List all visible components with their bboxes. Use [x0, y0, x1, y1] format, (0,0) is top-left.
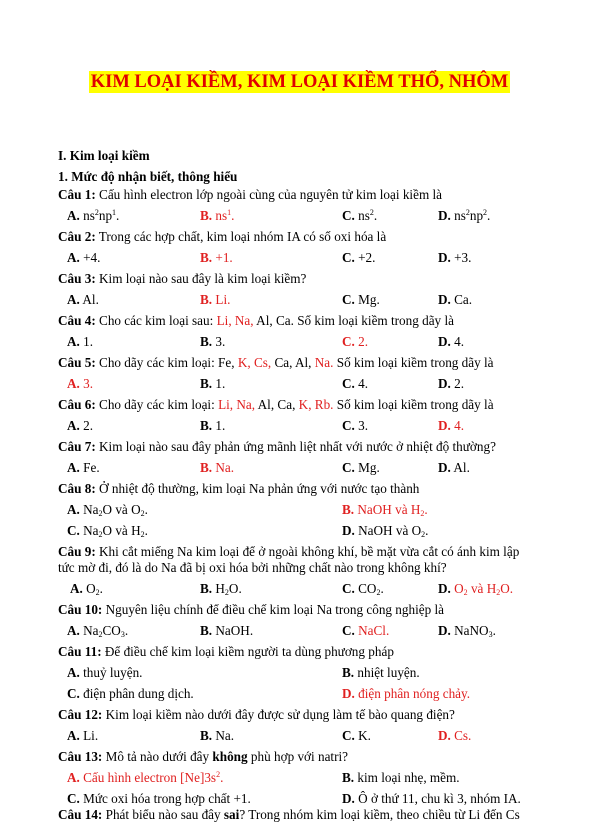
q2-option-c: C. +2.: [342, 250, 376, 265]
question-11: Câu 11: Để điều chế kim loại kiềm người ta dùng phương pháp: [58, 644, 394, 659]
question-3: Câu 3: Kim loại nào sau đây là kim loại kiềm?: [58, 271, 307, 286]
question-8: Câu 8: Ở nhiệt độ thường, kim loại Na phản ứng với nước tạo thành: [58, 481, 420, 496]
q2-option-a: A. +4.: [67, 250, 101, 265]
q12-option-b: B. Na.: [200, 728, 235, 743]
q6-option-c: C. 3.: [342, 418, 369, 433]
q7-option-a: A. Fe.: [67, 460, 100, 475]
q3-option-c: C. Mg.: [342, 292, 380, 307]
q5-option-d: D. 2.: [438, 376, 465, 391]
q7-option-b: B. Na.: [200, 460, 235, 475]
q5-option-c: C. 4.: [342, 376, 369, 391]
q9-option-d: D. $O_2$ và $H_2O$.: [438, 581, 514, 597]
q13-option-d: D. Ô ở thứ 11, chu kì 3, nhóm IA.: [342, 791, 521, 806]
q5-option-b: B. 1.: [200, 376, 226, 391]
question-2: Câu 2: Trong các hợp chất, kim loại nhóm IA có số oxi hóa là: [58, 229, 387, 244]
q3-option-b: B. Li.: [200, 292, 231, 307]
q1-option-b: B. $ns^1$.: [200, 208, 235, 223]
q11-option-a: A. thuỷ luyện.: [67, 665, 143, 680]
q5-option-a: A. 3.: [67, 376, 94, 391]
q13-option-b: B. kim loại nhẹ, mềm.: [342, 770, 460, 785]
q8-option-a: A. $Na_2O$ và $O_2$.: [67, 502, 148, 518]
question-9-continued: tức mờ đi, đó là do Na đã bị oxi hóa bởi những chất nào trong không khí?: [58, 560, 447, 575]
q13-option-c: C. Mức oxi hóa trong hợp chất +1.: [67, 791, 251, 806]
q6-option-a: A. 2.: [67, 418, 94, 433]
q4-option-b: B. 3.: [200, 334, 226, 349]
question-1: Câu 1: Cấu hình electron lớp ngoài cùng của nguyên tử kim loại kiềm là: [58, 187, 443, 202]
q4-option-c: C. 2.: [342, 334, 369, 349]
q4-option-d: D. 4.: [438, 334, 465, 349]
subsection-heading: 1. Mức độ nhận biết, thông hiểu: [58, 169, 238, 184]
q7-option-c: C. Mg.: [342, 460, 380, 475]
q1-option-c: C. $ns^2$.: [342, 208, 378, 223]
q9-option-c: C. $CO_2$.: [342, 581, 384, 597]
q9-option-d-answer: $O_2$ và $H_2O$.: [454, 581, 514, 597]
q10-option-c: C. NaCl.: [342, 623, 390, 638]
q2-option-b: B. +1.: [200, 250, 233, 265]
question-9: Câu 9: Khi cắt miếng Na kim loại để ở ngoài không khí, bề mặt vừa cắt có ánh kim lập: [58, 544, 520, 559]
q12-option-c: C. K.: [342, 728, 371, 743]
question-4: Câu 4: Cho các kim loại sau: Li, Na, Al, Ca. Số kim loại kiềm trong dãy là: [58, 313, 454, 328]
question-14: Câu 14: Phát biểu nào sau đây sai? Trong nhóm kim loại kiềm, theo chiều từ Li đến Cs: [58, 807, 520, 822]
q10-option-d: D. NaNO$_3$.: [438, 623, 496, 639]
q10-option-b: B. NaOH.: [200, 623, 254, 638]
q3-option-d: D. Ca.: [438, 292, 473, 307]
question-5: Câu 5: Cho dãy các kim loại: Fe, K, Cs, Ca, Al, Na. Số kim loại kiềm trong dãy là: [58, 355, 494, 370]
q1-option-d: D. $ns^2np^2$.: [438, 208, 491, 223]
question-6: Câu 6: Cho dãy các kim loại: Li, Na, Al, Ca, K, Rb. Số kim loại kiềm trong dãy là: [58, 397, 494, 412]
q9-option-a: A. $O_2$.: [70, 581, 103, 597]
q3-option-a: A. Al.: [67, 292, 99, 307]
question-7: Câu 7: Kim loại nào sau đây phản ứng mãnh liệt nhất với nước ở nhiệt độ thường?: [58, 439, 496, 454]
question-10: Câu 10: Nguyên liệu chính để điều chế kim loại Na trong công nghiệp là: [58, 602, 445, 617]
question-13: Câu 13: Mô tả nào dưới đây không phù hợp với natri?: [58, 749, 349, 764]
q12-option-d: D. Cs.: [438, 728, 472, 743]
q10-option-a: A. $Na_2CO_3$.: [67, 623, 129, 639]
q6-option-b: B. 1.: [200, 418, 226, 433]
document-title: KIM LOẠI KIỀM, KIM LOẠI KIỀM THỔ, NHÔM: [90, 72, 509, 92]
q13-option-a: A. Cấu hình electron $[Ne]3s^2$.: [67, 770, 224, 785]
q8-option-b: B. NaOH và $H_2$.: [342, 502, 428, 518]
q1-option-a: A. $ns^2np^1$.: [67, 208, 120, 223]
q11-option-d: D. điện phân nóng chảy.: [342, 686, 471, 701]
q11-option-c: C. điện phân dung dịch.: [67, 686, 194, 701]
q2-option-d: D. +3.: [438, 250, 472, 265]
q8-option-c: C. $Na_2O$ và $H_2$.: [67, 523, 148, 539]
q7-option-d: D. Al.: [438, 460, 470, 475]
q11-option-b: B. nhiệt luyện.: [342, 665, 420, 680]
section-heading: I. Kim loại kiềm: [58, 148, 150, 163]
question-12: Câu 12: Kim loại kiềm nào dưới đây được sử dụng làm tế bào quang điện?: [58, 707, 455, 722]
q6-option-d: D. 4.: [438, 418, 465, 433]
q4-option-a: A. 1.: [67, 334, 94, 349]
q9-option-b: B. $H_2O$.: [200, 581, 242, 597]
q12-option-a: A. Li.: [67, 728, 99, 743]
q8-option-d: D. NaOH và $O_2$.: [342, 523, 429, 539]
